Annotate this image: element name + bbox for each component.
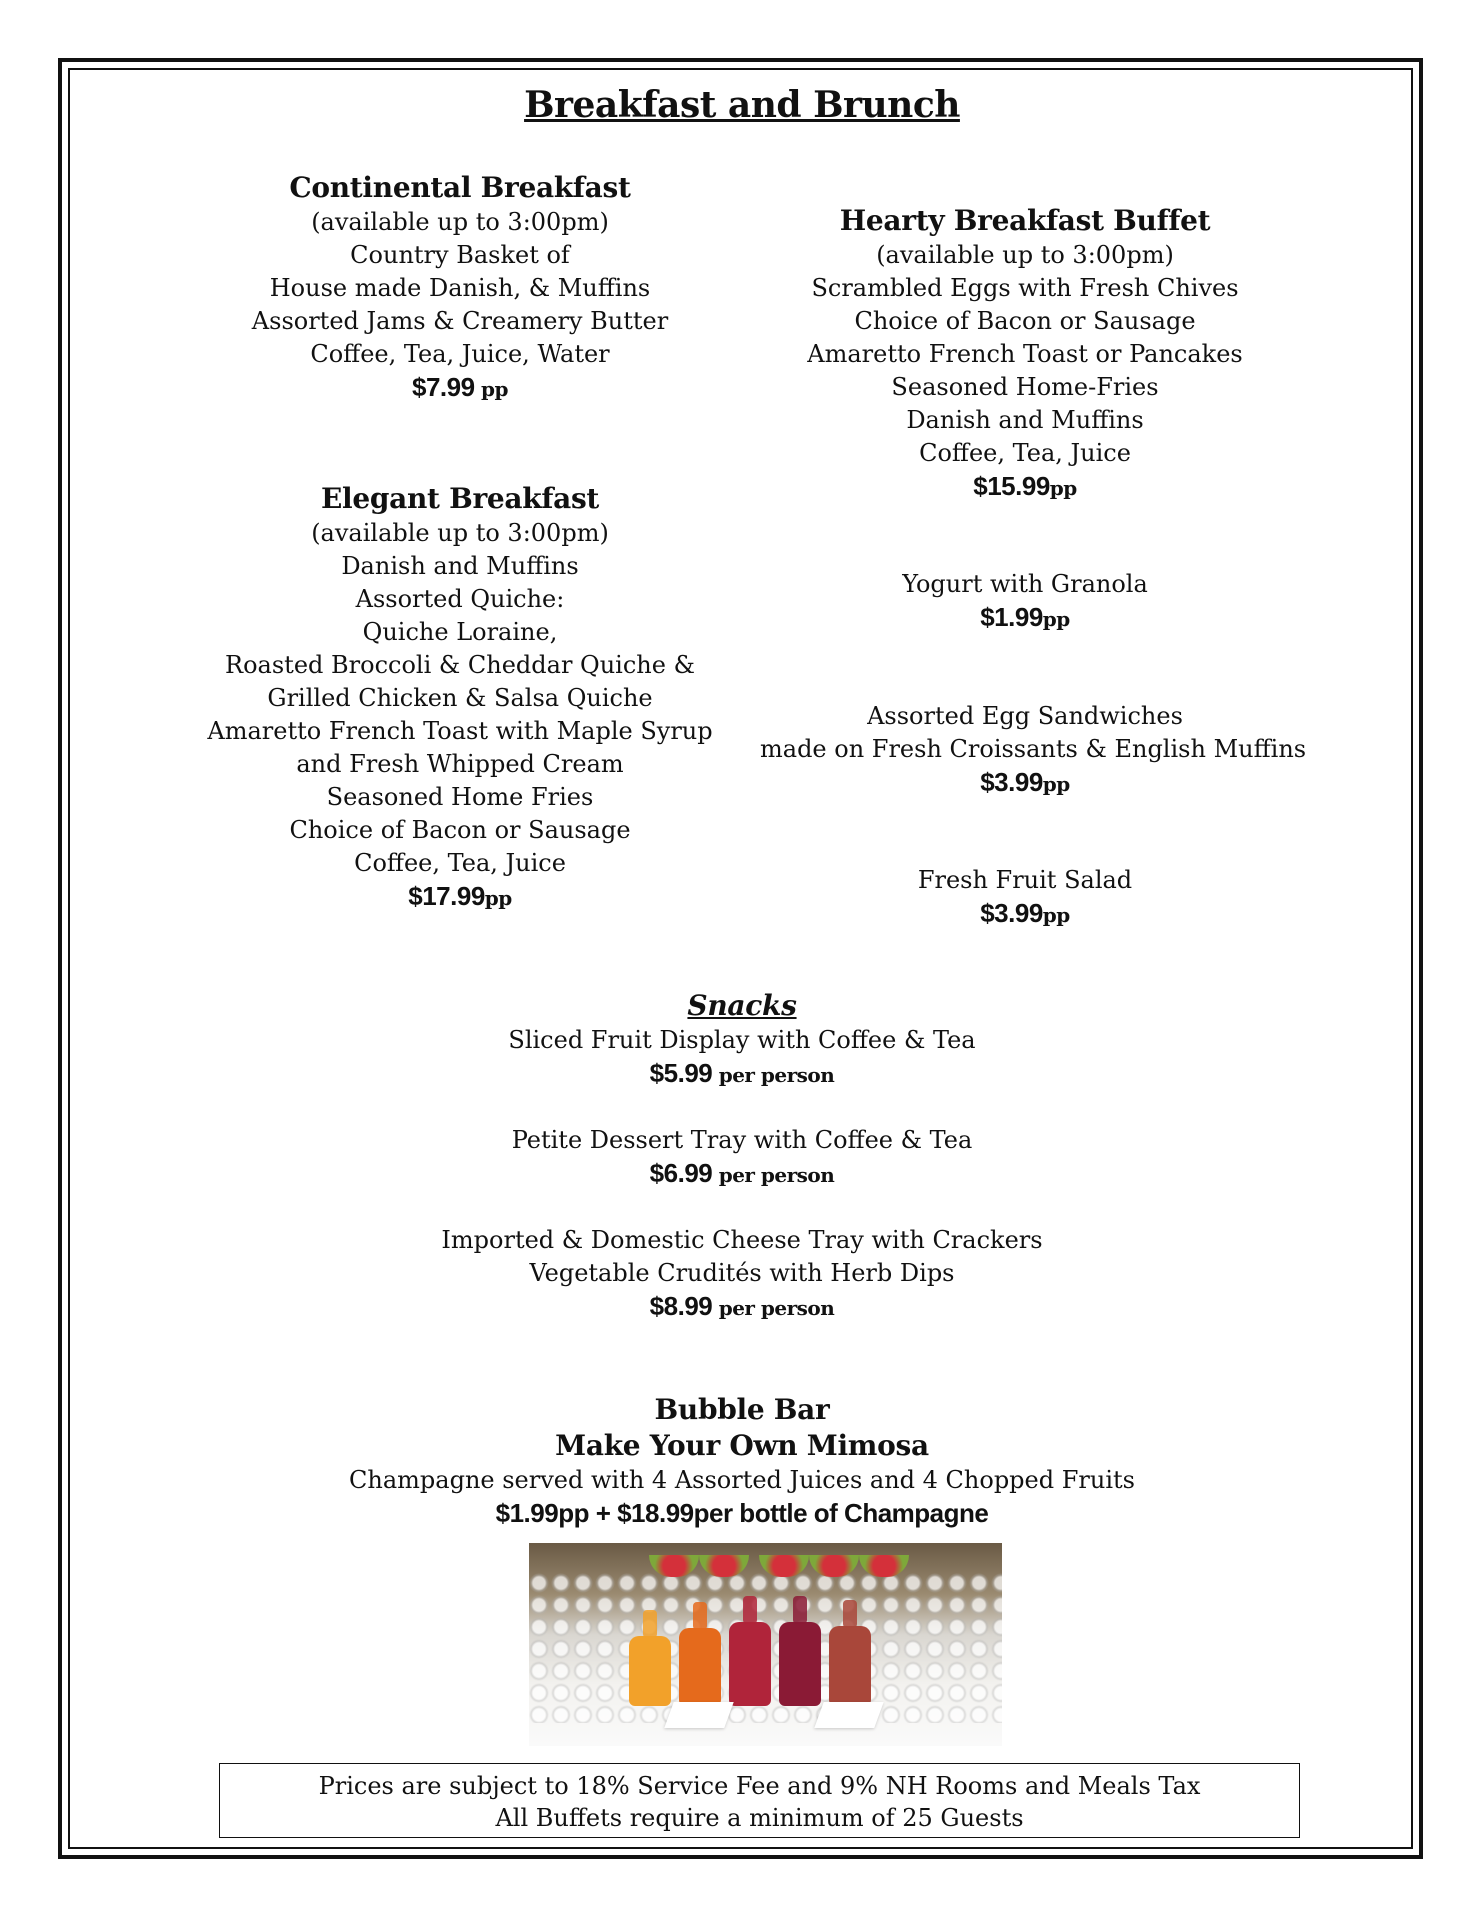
price-amount: $8.99	[649, 1291, 713, 1321]
notice-line: Prices are subject to 18% Service Fee and 9% NH Rooms and Meals Tax	[318, 1772, 1201, 1800]
price	[300, 1157, 1184, 1192]
hearty-breakfast-section	[760, 203, 1290, 505]
section-heading: Continental Breakfast	[289, 171, 631, 204]
price-amount: $7.99	[411, 372, 475, 402]
menu-line: Assorted Jams & Creamery Butter	[251, 307, 669, 335]
price	[760, 470, 1290, 505]
menu-line: Danish and Muffins	[341, 552, 579, 580]
menu-line: Seasoned Home Fries	[326, 783, 594, 811]
price-amount: $15.99	[973, 471, 1050, 501]
menu-line: Scrambled Eggs with Fresh Chives	[811, 274, 1239, 302]
fruit-salad-section	[760, 864, 1290, 932]
price	[760, 766, 1290, 801]
menu-line: Assorted Quiche:	[355, 585, 565, 613]
menu-line: Grilled Chicken & Salsa Quiche	[267, 684, 653, 712]
menu-line: Seasoned Home-Fries	[891, 373, 1159, 401]
price-amount: $17.99	[408, 881, 485, 911]
menu-line: Imported & Domestic Cheese Tray with Crackers	[441, 1226, 1043, 1254]
price	[300, 1290, 1184, 1325]
price: $1.99pp + $18.99per bottle of Champagne	[495, 1498, 989, 1528]
price	[760, 897, 1290, 932]
bubble-bar-section	[300, 1392, 1184, 1530]
menu-line: Petite Dessert Tray with Coffee & Tea	[511, 1126, 973, 1154]
notice-line: All Buffets require a minimum of 25 Guests	[495, 1804, 1024, 1832]
menu-line: Yogurt with Granola	[902, 570, 1148, 598]
egg-sandwiches-section	[760, 700, 1307, 801]
menu-line: Coffee, Tea, Juice, Water	[310, 340, 610, 368]
price-amount: $3.99	[980, 767, 1043, 797]
menu-line: Coffee, Tea, Juice	[919, 439, 1131, 467]
pricing-notice-box	[219, 1763, 1300, 1838]
menu-line: Country Basket of	[350, 241, 570, 269]
price	[300, 1057, 1184, 1092]
menu-line: Champagne served with 4 Assorted Juices and 4 Chopped Fruits	[349, 1466, 1135, 1494]
section-heading: Hearty Breakfast Buffet	[839, 204, 1211, 237]
juice-carafe	[729, 1622, 771, 1706]
menu-line: (available up to 3:00pm)	[311, 519, 609, 547]
price-unit: pp	[474, 377, 508, 401]
juice-carafe	[629, 1636, 671, 1706]
page-title: Breakfast and Brunch	[524, 84, 960, 126]
menu-line: and Fresh Whipped Cream	[296, 750, 624, 778]
menu-line: (available up to 3:00pm)	[311, 208, 609, 236]
price-amount: $3.99	[980, 898, 1043, 928]
price	[190, 880, 730, 915]
price-unit: pp	[1042, 903, 1070, 927]
menu-line: Roasted Broccoli & Cheddar Quiche &	[225, 651, 695, 679]
mimosa-heading: Make Your Own Mimosa	[555, 1429, 929, 1462]
napkin	[664, 1702, 733, 1728]
menu-line: (available up to 3:00pm)	[876, 241, 1174, 269]
menu-line: Sliced Fruit Display with Coffee & Tea	[508, 1026, 976, 1054]
section-heading: Elegant Breakfast	[320, 482, 600, 515]
menu-line: Amaretto French Toast with Maple Syrup	[207, 717, 713, 745]
price-unit: per person	[712, 1063, 835, 1087]
price-unit: pp	[1042, 772, 1070, 796]
juice-carafe	[829, 1626, 871, 1706]
menu-line: House made Danish, & Muffins	[269, 274, 651, 302]
juice-carafe	[679, 1628, 721, 1706]
price	[760, 601, 1290, 636]
price-unit: pp	[1049, 476, 1077, 500]
menu-line: Danish and Muffins	[906, 406, 1144, 434]
price-unit: per person	[712, 1163, 835, 1187]
elegant-breakfast-section	[190, 481, 730, 915]
price-amount: $1.99	[980, 602, 1043, 632]
menu-line: Quiche Loraine,	[362, 618, 558, 646]
price-amount: $5.99	[649, 1058, 713, 1088]
menu-line: Choice of Bacon or Sausage	[289, 816, 631, 844]
price-amount: $6.99	[649, 1158, 713, 1188]
mimosa-bar-photo	[529, 1543, 1002, 1746]
price-unit: pp	[1042, 607, 1070, 631]
bubble-bar-heading: Bubble Bar	[654, 1393, 830, 1426]
menu-line: Assorted Egg Sandwiches	[867, 702, 1183, 730]
continental-breakfast-section	[190, 170, 730, 406]
menu-line: Coffee, Tea, Juice	[354, 849, 566, 877]
menu-line: Vegetable Crudités with Herb Dips	[529, 1259, 955, 1287]
menu-line: Fresh Fruit Salad	[917, 866, 1133, 894]
yogurt-section	[760, 568, 1290, 636]
menu-line: Amaretto French Toast or Pancakes	[807, 340, 1243, 368]
snacks-section	[300, 988, 1184, 1325]
price	[190, 371, 730, 406]
menu-line: Choice of Bacon or Sausage	[854, 307, 1196, 335]
menu-line: made on Fresh Croissants & English Muffins	[760, 735, 1307, 763]
price-unit: per person	[712, 1296, 835, 1320]
juice-carafe	[779, 1622, 821, 1706]
napkin	[814, 1702, 883, 1728]
price-unit: pp	[484, 886, 512, 910]
snacks-heading: Snacks	[687, 989, 797, 1022]
